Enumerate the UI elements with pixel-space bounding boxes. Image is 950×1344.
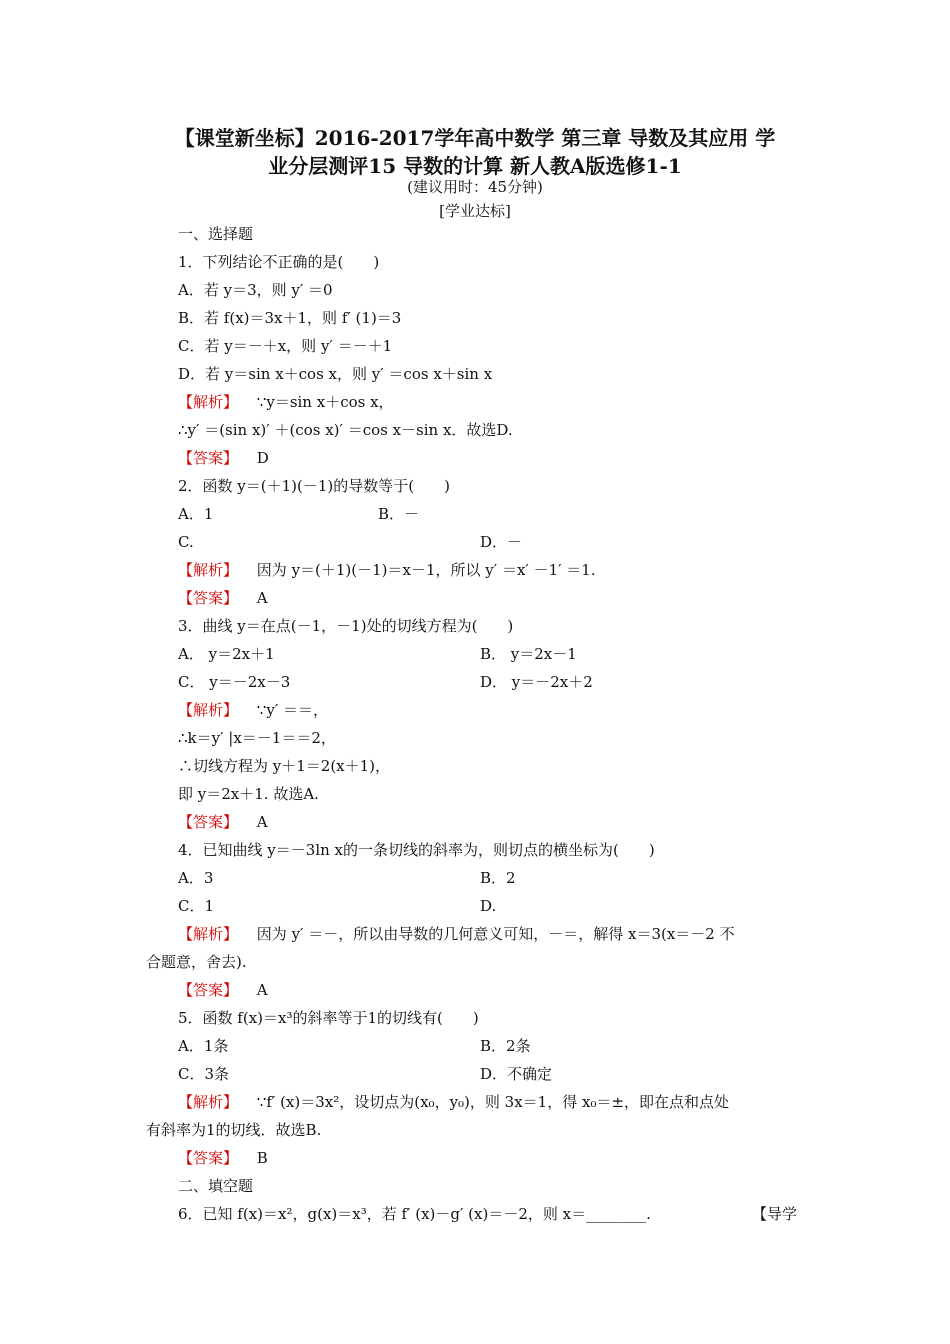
q5-stem: 5．函数 f(x)＝x³的斜率等于1的切线有( )	[178, 1009, 479, 1027]
q3-answer: A	[256, 813, 268, 831]
q2-analysis-row	[178, 560, 596, 580]
q4-answer: A	[256, 981, 268, 999]
q2-answer: A	[256, 589, 268, 607]
q4-stem: 4．已知曲线 y＝－3ln x的一条切线的斜率为，则切点的横坐标为( )	[178, 841, 655, 859]
q4-answer-row	[178, 980, 268, 1000]
q4-option-d: D.	[480, 897, 497, 915]
q4-analysis-2: 合题意，舍去).	[146, 953, 247, 971]
level-heading: [学业达标]	[439, 202, 511, 220]
answer-label: 【答案】	[178, 449, 239, 467]
q5-option-d: D．不确定	[480, 1065, 553, 1083]
q5-option-a: A．1条	[178, 1037, 229, 1055]
q1-stem: 1．下列结论不正确的是( )	[178, 253, 380, 271]
q6-tail: 【导学	[752, 1205, 798, 1223]
q3-option-d: D． y＝－2x＋2	[480, 673, 593, 691]
q1-answer-row	[178, 448, 269, 468]
q4-analysis-1: 因为 y′ ＝－，所以由导数的几何意义可知，－＝，解得 x＝3(x＝－2 不	[256, 925, 735, 943]
answer-label: 【答案】	[178, 813, 239, 831]
q1-option-d: D．若 y＝sin x＋cos x，则 y′ ＝cos x＋sin x	[178, 365, 493, 383]
q1-option-b: B．若 f(x)＝3x＋1，则 f′ (1)＝3	[178, 309, 402, 327]
q5-analysis-1: ∵f′ (x)＝3x²，设切点为(x₀，y₀)，则 3x＝1，得 x₀＝±，即在点和点处	[256, 1093, 730, 1111]
q5-option-b: B．2条	[480, 1037, 531, 1055]
q3-option-c: C． y＝－2x－3	[178, 673, 291, 691]
q3-analysis-3: ∴切线方程为 y＋1＝2(x＋1)，	[178, 757, 391, 775]
answer-label: 【答案】	[178, 589, 239, 607]
q2-option-d: D．－	[480, 533, 523, 551]
analysis-label: 【解析】	[178, 1093, 239, 1111]
section-choice: 一、选择题	[178, 225, 254, 243]
q5-answer-row	[178, 1148, 268, 1168]
q4-analysis-row	[178, 924, 735, 944]
analysis-label: 【解析】	[178, 701, 239, 719]
q1-analysis-2: ∴y′ ＝(sin x)′ ＋(cos x)′ ＝cos x－sin x．故选D.	[178, 421, 513, 439]
q2-analysis: 因为 y＝(＋1)(－1)＝x－1，所以 y′ ＝x′ －1′ ＝1.	[256, 561, 596, 579]
q3-stem: 3．曲线 y＝在点(－1，－1)处的切线方程为( )	[178, 617, 514, 635]
doc-title-line1: 【课堂新坐标】2016-2017学年高中数学 第三章 导数及其应用 学	[174, 126, 776, 150]
analysis-label: 【解析】	[178, 925, 239, 943]
q1-answer: D	[256, 449, 269, 467]
q2-answer-row	[178, 588, 268, 608]
answer-label: 【答案】	[178, 1149, 239, 1167]
analysis-label: 【解析】	[178, 561, 239, 579]
q5-analysis-2: 有斜率为1的切线．故选B.	[146, 1121, 322, 1139]
q5-analysis-row	[178, 1092, 729, 1112]
q1-option-c: C．若 y＝－＋x，则 y′ ＝－＋1	[178, 337, 393, 355]
q4-option-c: C．1	[178, 897, 215, 915]
q3-analysis-2: ∴k＝y′ |x＝－1＝＝2，	[178, 729, 336, 747]
time-hint: (建议用时：45分钟)	[407, 178, 543, 196]
doc-title-line2: 业分层测评15 导数的计算 新人教A版选修1-1	[268, 154, 682, 178]
q3-analysis-1: ∵y′ ＝＝，	[256, 701, 328, 719]
q4-option-b: B．2	[480, 869, 516, 887]
q2-option-a: A．1	[178, 505, 214, 523]
q4-option-a: A．3	[178, 869, 214, 887]
answer-label: 【答案】	[178, 981, 239, 999]
q1-option-a: A．若 y＝3，则 y′ ＝0	[178, 281, 333, 299]
q3-analysis-4: 即 y＝2x＋1. 故选A.	[178, 785, 319, 803]
q5-option-c: C．3条	[178, 1065, 230, 1083]
q3-analysis-row	[178, 700, 328, 720]
q2-stem: 2．函数 y＝(＋1)(－1)的导数等于( )	[178, 477, 450, 495]
q3-option-a: A． y＝2x＋1	[178, 645, 275, 663]
q1-analysis-row	[178, 392, 394, 412]
q3-option-b: B． y＝2x－1	[480, 645, 577, 663]
q2-option-b: B．－	[378, 505, 420, 523]
q2-option-c: C.	[178, 533, 194, 551]
q5-answer: B	[256, 1149, 268, 1167]
section-fill: 二、填空题	[178, 1177, 254, 1195]
q1-analysis-1: ∵y＝sin x＋cos x，	[256, 393, 394, 411]
q6-stem: 6．已知 f(x)＝x²，g(x)＝x³，若 f′ (x)－g′ (x)＝－2，则 x＝________.	[178, 1205, 651, 1223]
q3-answer-row	[178, 812, 268, 832]
analysis-label: 【解析】	[178, 393, 239, 411]
